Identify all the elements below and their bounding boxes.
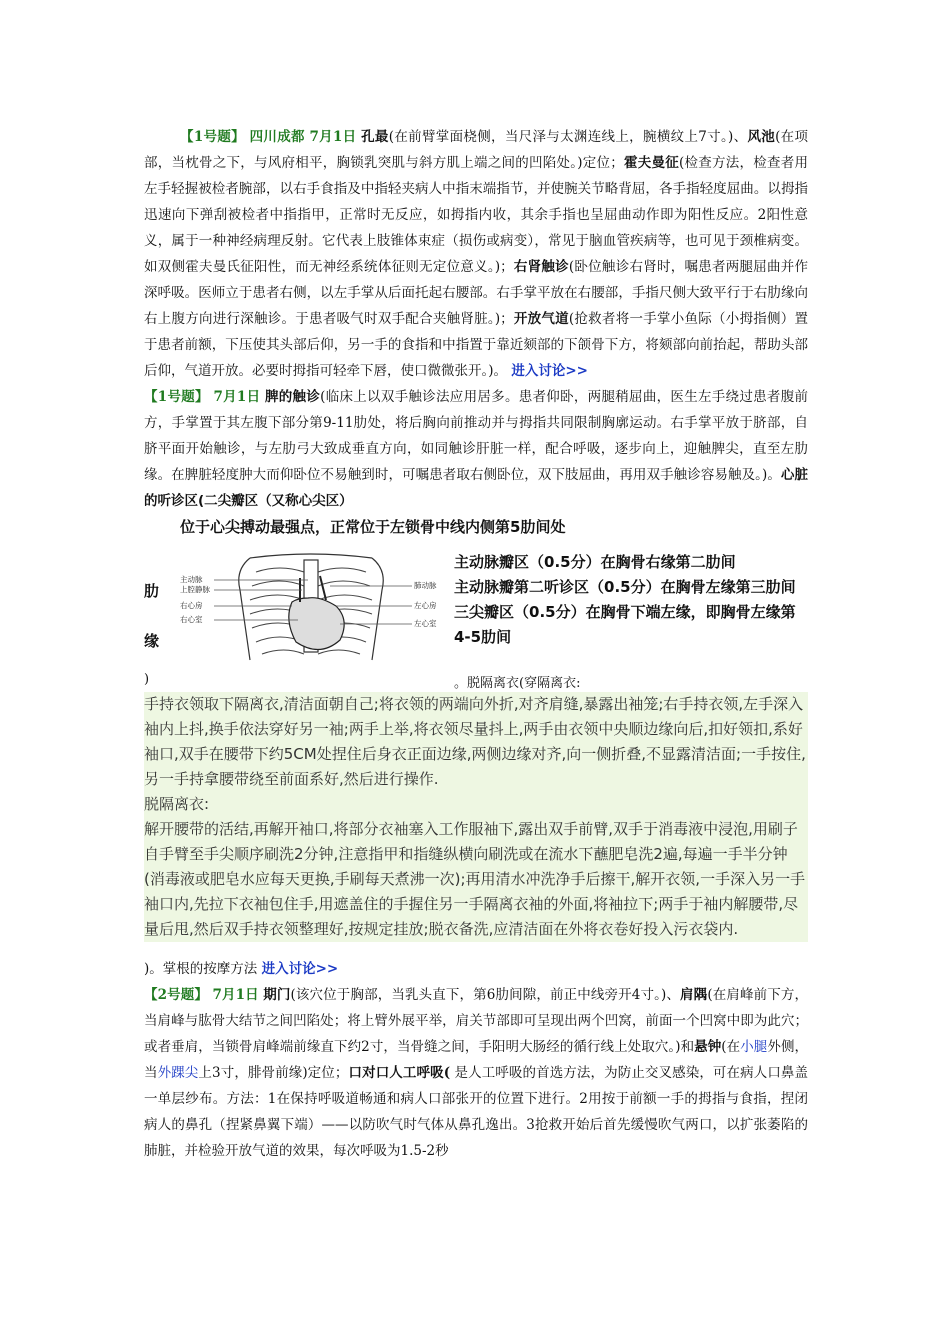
term: 风池 bbox=[747, 129, 776, 145]
question-tag: 【1号题】 bbox=[144, 389, 209, 405]
green-paragraph: 脱隔离衣: bbox=[144, 795, 210, 813]
fig-label: 上腔静脉 bbox=[180, 585, 210, 594]
fig-label: 肺动脉 bbox=[414, 581, 437, 590]
document-page bbox=[144, 124, 808, 1164]
term-desc: (在前臂掌面桡侧，当尺泽与太渊连线上，腕横纹上7寸。)、 bbox=[388, 129, 748, 145]
term-desc: (抢救者将一手掌小鱼际（小拇指侧）置于患者前额，下压使其头部后仰，另一手的食指和中指置于靠近颏部的下颌骨下方，将颏部向前抬起，帮助头部后仰，气道开放。必要时拇指可轻牵下唇，使口微微张开。)。 bbox=[144, 311, 808, 379]
term-desc: (临床上以双手触诊法应用居多。患者仰卧，两腿稍屈曲，医生左手绕过患者腹前方，手掌置于其左腹下部分第9-11肋处，将后胸向前推动并与拇指共同限制胸廓运动。右手掌平放于脐部，自脐平面开始触诊，与左肋弓大致成垂直方向，如同触诊肝脏一样，配合呼吸，逐步向上，迎触脾尖，直至左肋缘。在脾脏轻度肿大而仰卧位不易触到时，可嘱患者取右侧卧位，双下肢屈曲，再用双手触诊容易触及。)。 bbox=[144, 389, 809, 483]
term-desc: 外侧，当 bbox=[144, 1039, 809, 1081]
apex-description: 位于心尖搏动最强点，正常位于左锁骨中线内侧第5肋间处 bbox=[180, 518, 566, 536]
term-desc: (在项部，当枕骨之下，与风府相平，胸锁乳突肌与斜方肌上端之间的凹陷处。)定位； bbox=[144, 129, 808, 171]
term: 霍夫曼征 bbox=[623, 155, 679, 171]
term-desc: (在肩峰前下方，当肩峰与肱骨大结节之间凹陷处；将上臂外展平举，肩关节部即可呈现出两个凹窝，前面一个凹窝中即为此穴；或者垂肩，当锁骨肩峰端前缘直下约2寸，当骨缝之间，手阳明大肠经的循行线上处取穴。)和 bbox=[144, 987, 808, 1055]
location: 四川成都 bbox=[249, 129, 305, 145]
q1-paragraph bbox=[144, 124, 808, 384]
term: 右肾触诊 bbox=[513, 259, 569, 275]
term-desc: (卧位触诊右肾时，嘱患者两腿屈曲并作深呼吸。医师立于患者右侧，以左手掌从后面托起右腰部。右手掌平放在右腰部，手指尺侧大致平行于右肋缘向右上腹方向进行深触诊。于患者吸气时双手配合夹触肾脏。)； bbox=[144, 259, 808, 327]
isolation-gown-box bbox=[144, 692, 808, 942]
strip-text: 。脱隔离衣(穿隔离衣: bbox=[454, 676, 581, 691]
fig-label: 左心室 bbox=[414, 619, 437, 628]
question-tag: 【1号题】 bbox=[180, 129, 245, 145]
term: 悬钟 bbox=[694, 1039, 722, 1055]
discussion-link[interactable]: 进入讨论>> bbox=[511, 363, 588, 379]
date: 7月1日 bbox=[212, 987, 259, 1003]
green-paragraph: 解开腰带的活结,再解开袖口,将部分衣袖塞入工作服袖下,露出双手前臂,双手于消毒液中浸泡,用刷子自手臂至手尖顺序刷洗2分钟,注意指甲和指缝纵横向刷洗或在流水下蘸肥皂洗2遍,每遍一手半分钟(消毒液或肥皂水应每天更换,手刷每天煮沸一次);再用清水冲洗净手后擦干,解开衣领,一手深入另一手袖口内,先拉下衣袖包住手,用遮盖住的手握住另一手隔离衣袖的外面,将袖拉下;两手于袖内解腰带,尽量后甩,然后双手持衣领整理好,按规定挂放;脱衣备洗,应清洁面在外将衣卷好投入污衣袋内. bbox=[144, 820, 806, 938]
green-paragraph: 手持衣领取下隔离衣,清洁面朝自己;将衣领的两端向外折,对齐肩缝,暴露出袖笼;右手持衣领,左手深入袖内上抖,换手依法穿好另一袖;两手上举,将衣领尽量抖上,两手由衣领中央顺边缘向后,扣好领扣,系好袖口,双手在腰带下约5CM处捏住后身衣正面边缘,两侧边缘对齐,向一侧折叠,不显露清洁面;一手按住,另一手持拿腰带绕至前面系好,然后进行操作. bbox=[144, 695, 806, 788]
fig-label: 右心室 bbox=[180, 615, 203, 624]
term: 心脏的听诊区 bbox=[144, 467, 809, 509]
term: 肩隅 bbox=[680, 987, 708, 1003]
valve-descriptions bbox=[454, 550, 810, 650]
linked-word[interactable]: 小腿 bbox=[740, 1039, 768, 1055]
fig-label: 右心房 bbox=[180, 601, 203, 610]
heart-section bbox=[144, 550, 808, 670]
term: 脾的触诊 bbox=[264, 389, 321, 405]
valve-line: 三尖瓣区（0.5分）在胸骨下端左缘，即胸骨左缘第4-5肋间 bbox=[454, 603, 796, 646]
q3-paragraph bbox=[144, 982, 808, 1164]
term: 口对口人工呼吸( bbox=[348, 1065, 451, 1081]
term-desc: (该穴位于胸部，当乳头直下，第6肋间隙，前正中线旁开4寸。)、 bbox=[290, 987, 681, 1003]
valve-line: 主动脉瓣区（0.5分）在胸骨右缘第二肋间 bbox=[454, 553, 736, 571]
fig-label: 左心房 bbox=[414, 601, 437, 610]
discussion-link[interactable]: 进入讨论>> bbox=[261, 961, 339, 977]
term: 期门 bbox=[263, 987, 291, 1003]
strip-row bbox=[144, 670, 808, 692]
date: 7月1日 bbox=[213, 389, 261, 405]
term: 开放气道 bbox=[513, 311, 569, 327]
term-desc: (在 bbox=[721, 1039, 741, 1055]
linked-word[interactable]: 外踝尖 bbox=[157, 1065, 199, 1081]
term-desc: 是人工呼吸的首选方法，为防止交叉感染，可在病人口鼻盖一单层纱布。方法：1在保持呼吸道畅通和病人口部张开的位置下进行。2用按于前额一手的拇指与食指，捏闭病人的鼻孔（捏紧鼻翼下端）——以防吹气时气体从鼻孔逸出。3抢救开始后首先缓慢吹气两口，以扩张萎陷的肺脏，并检验开放气道的效果，每次呼吸为1.5-2秒 bbox=[144, 1065, 809, 1159]
term-desc: 上3寸，腓骨前缘)定位； bbox=[198, 1065, 349, 1081]
end-text: )。掌根的按摩方法 bbox=[144, 961, 258, 977]
valve-line: 主动脉瓣第二听诊区（0.5分）在胸骨左缘第三肋间 bbox=[454, 578, 796, 596]
chest-heart-figure bbox=[180, 550, 442, 676]
q2-paragraph bbox=[144, 384, 808, 514]
term-sub: (二尖瓣区（又称心尖区） bbox=[198, 493, 353, 509]
paren: ) bbox=[144, 672, 150, 687]
term: 孔最 bbox=[361, 129, 389, 145]
term-desc: (检查方法，检查者用左手轻握被检者腕部，以右手食指及中指轻夹病人中指末端指节，并使腕关节略背屈，各手指轻度屈曲。以拇指迅速向下弹刮被检者中指指甲，正常时无反应，如拇指内收，其余手指也呈屈曲动作即为阳性反应。2阳性意义，属于一种神经病理反射。它代表上肢锥体束症（损伤或病变），常见于脑血管疾病等，也可见于颈椎病变。如双侧霍夫曼氏征阳性，而无神经系统体征则无定位意义。)； bbox=[144, 155, 808, 275]
question-tag: 【2号题】 bbox=[144, 987, 209, 1003]
massage-line bbox=[144, 956, 808, 982]
rib-char: 缘 bbox=[144, 632, 160, 650]
date: 7月1日 bbox=[309, 129, 357, 145]
fig-label: 主动脉 bbox=[180, 575, 203, 584]
rib-char: 肋 bbox=[144, 582, 160, 600]
